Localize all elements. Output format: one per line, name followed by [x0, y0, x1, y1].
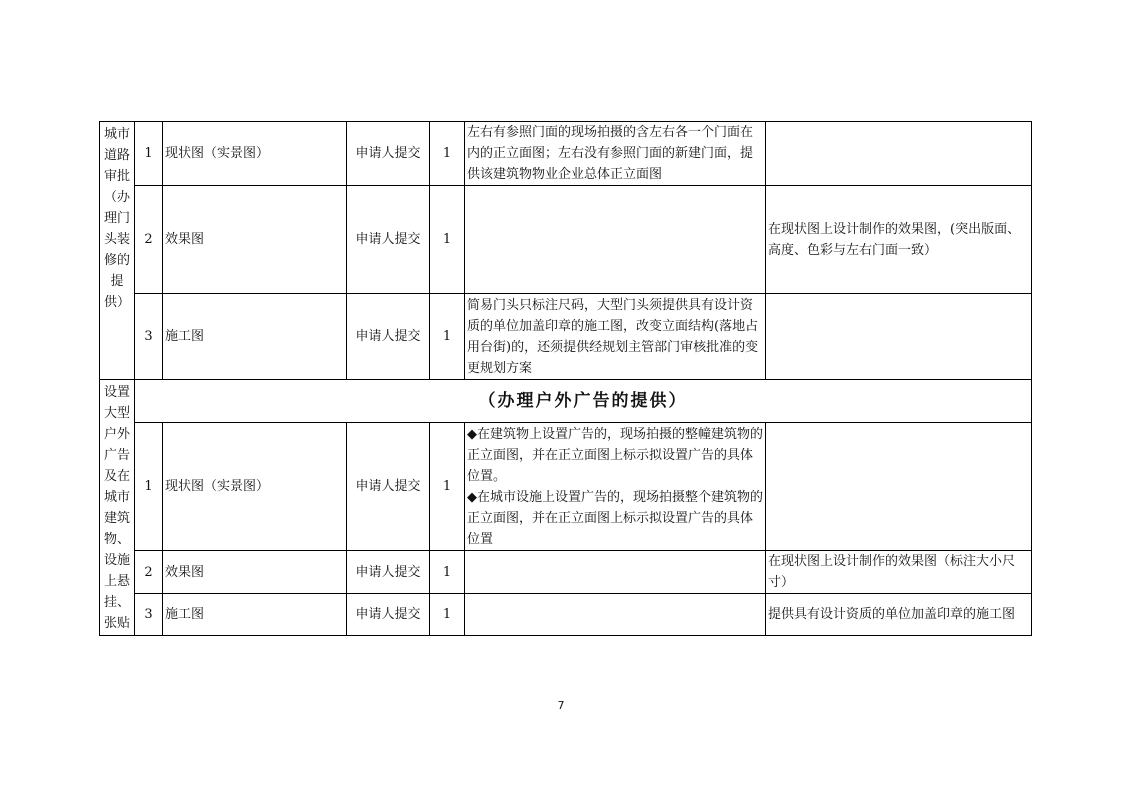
- requirement: [465, 186, 766, 294]
- material-source: 申请人提交: [347, 551, 430, 594]
- copies: 1: [430, 594, 465, 636]
- requirement: 左右有参照门面的现场拍摄的含左右各一个门面在内的正立面图；左右没有参照门面的新建门面，提供该建筑物物业企业总体正立面图: [465, 122, 766, 186]
- requirement: [465, 551, 766, 594]
- note: [766, 423, 1032, 551]
- page-number: 7: [557, 699, 565, 712]
- table-row: [100, 594, 1032, 636]
- copies: 1: [430, 551, 465, 594]
- requirement: [465, 594, 766, 636]
- material-source: 申请人提交: [347, 594, 430, 636]
- copies: 1: [430, 186, 465, 294]
- table-row: [100, 551, 1032, 594]
- copies: 1: [430, 423, 465, 551]
- material-name: 施工图: [163, 594, 347, 636]
- row-number: 1: [135, 423, 163, 551]
- table-row: [100, 186, 1032, 294]
- note: 提供具有设计资质的单位加盖印章的施工图: [766, 594, 1032, 636]
- note: [766, 122, 1032, 186]
- note: 在现状图上设计制作的效果图（标注大小尺寸）: [766, 551, 1032, 594]
- section-subheading: （办理户外广告的提供）: [135, 380, 1032, 423]
- material-name: 效果图: [163, 551, 347, 594]
- requirement: ◆在建筑物上设置广告的，现场拍摄的整幢建筑物的正立面图，并在正立面图上标示拟设置广告的具体位置。 ◆在城市设施上设置广告的，现场拍摄整个建筑物的正立面图，并在正立面图上标示拟设置广告的具体位置: [465, 423, 766, 551]
- material-source: 申请人提交: [347, 122, 430, 186]
- table-row: [100, 122, 1032, 186]
- copies: 1: [430, 122, 465, 186]
- material-source: 申请人提交: [347, 186, 430, 294]
- row-number: 1: [135, 122, 163, 186]
- row-number: 3: [135, 294, 163, 380]
- material-name: 效果图: [163, 186, 347, 294]
- material-name: 现状图（实景图）: [163, 122, 347, 186]
- category-cell: 设置大型户外广告及在城市建筑物、设施上悬挂、张贴: [100, 380, 135, 636]
- table-row: [100, 423, 1032, 551]
- material-name: 现状图（实景图）: [163, 423, 347, 551]
- materials-table: [99, 121, 1032, 636]
- material-source: 申请人提交: [347, 294, 430, 380]
- copies: 1: [430, 294, 465, 380]
- row-number: 2: [135, 186, 163, 294]
- note: 在现状图上设计制作的效果图，(突出版面、高度、色彩与左右门面一致）: [766, 186, 1032, 294]
- material-name: 施工图: [163, 294, 347, 380]
- row-number: 3: [135, 594, 163, 636]
- note: [766, 294, 1032, 380]
- material-source: 申请人提交: [347, 423, 430, 551]
- table-row: [100, 294, 1032, 380]
- row-number: 2: [135, 551, 163, 594]
- category-cell: 城市道路审批（办理门头装修的提供）: [100, 122, 135, 380]
- requirement: 简易门头只标注尺码，大型门头须提供具有设计资质的单位加盖印章的施工图，改变立面结构(落地占用台街)的，还须提供经规划主管部门审核批准的变更规划方案: [465, 294, 766, 380]
- table-row: [100, 380, 1032, 423]
